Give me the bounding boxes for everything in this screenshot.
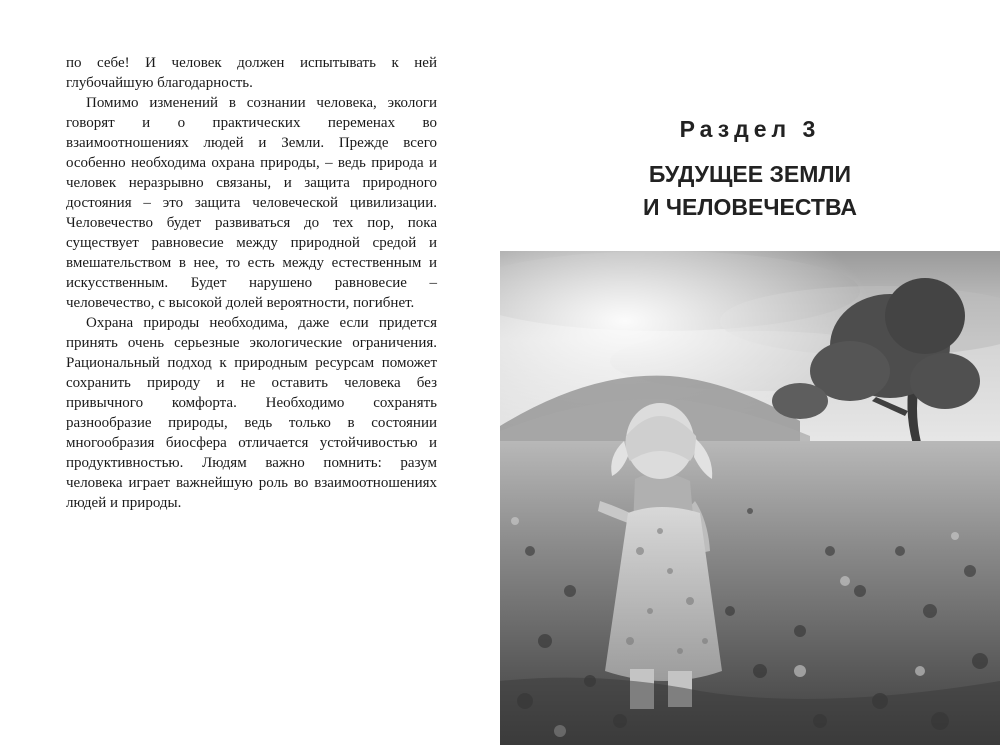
paragraph-2: Помимо изменений в сознании человека, экологи говорят и о практических переменах во взаимоотношениях людей и Земли. Прежде всего особенно необходима охрана природы, – ведь природа и человек неразрывно связаны, и защита природного достояния – это защита человеческой цивилизации. Человечество будет развиваться до тех пор, пока существует равновесие между природной средой и вмешательством в нее, то есть между естественным и искусственным. Будет нарушено равновесие – человечество, с высокой долей вероятности, погибнет. xyxy=(66,95,437,311)
section-photo xyxy=(500,251,1000,745)
paragraph-1: по себе! И человек должен испытывать к ней глубочайшую благодарность. xyxy=(66,55,437,91)
section-title-line-1: БУДУЩЕЕ ЗЕМЛИ xyxy=(648,161,852,187)
photo-girl-in-field xyxy=(500,251,1000,745)
right-page xyxy=(500,0,1000,745)
section-title xyxy=(500,158,1000,224)
body-text xyxy=(66,53,437,513)
section-title-line-2: И ЧЕЛОВЕЧЕСТВА xyxy=(642,194,858,220)
paragraph-3: Охрана природы необходима, даже если придется принять очень серьезные экологические ограничения. Рациональный подход к природным ресурсам поможет сохранить природу и не оставить человека без привычного комфорта. Необходимо сохранять разнообразие природы, ведь только в состоянии многообразия биосфера отличается устойчивостью и продуктивностью. Людям важно помнить: разум человека играет важнейшую роль во взаимоотношениях людей и природы. xyxy=(66,315,437,511)
section-label: Раздел 3 xyxy=(679,116,821,142)
